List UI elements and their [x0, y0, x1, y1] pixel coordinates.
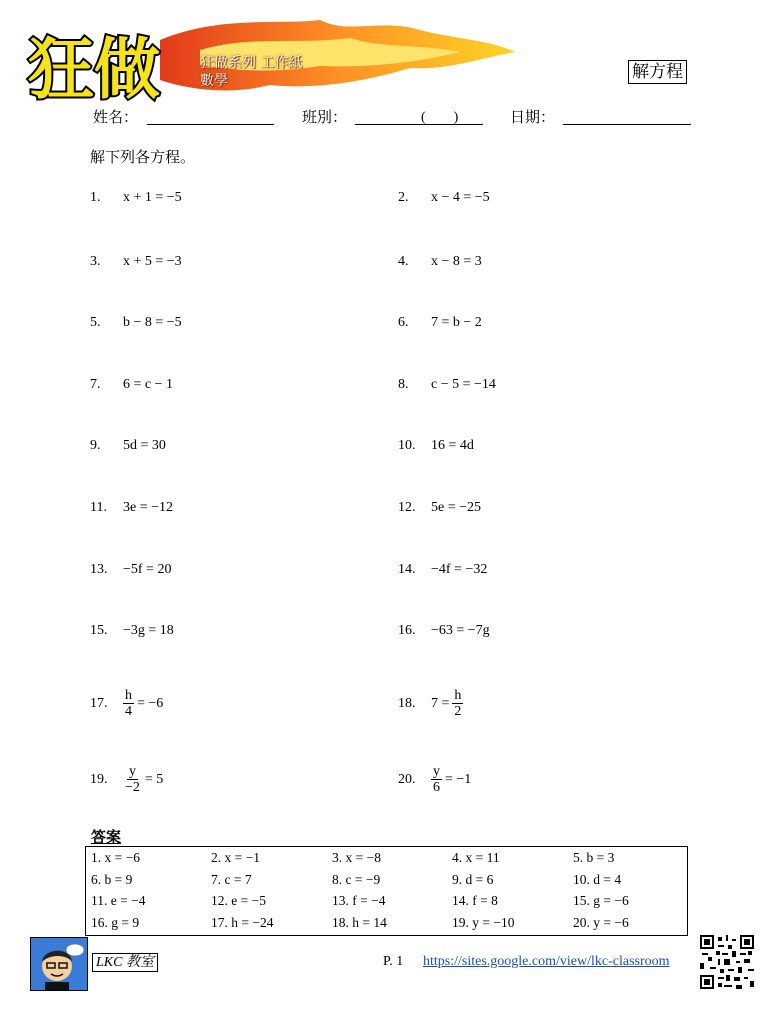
answer-8: 8. c = −9: [332, 872, 381, 887]
answer-19: 19. y = −10: [452, 915, 515, 930]
class-field-line[interactable]: [355, 124, 483, 125]
answer-7: 7. c = 7: [211, 872, 252, 887]
answer-9: 9. d = 6: [452, 872, 494, 887]
name-field-line[interactable]: [147, 124, 274, 125]
question-19: 19. $\frac{y}{-2}$ = 5: [90, 764, 164, 795]
question-5: 5. b − 8 = −5: [90, 315, 182, 330]
answer-4: 4. x = 11: [452, 850, 500, 865]
question-11: 11. 3e = −12: [90, 500, 174, 515]
qr-code-icon: [700, 935, 754, 989]
question-10: 10. 16 = 4d: [398, 438, 474, 453]
answer-15: 15. g = −6: [573, 893, 629, 908]
question-12: 12. 5e = −25: [398, 500, 482, 515]
lkc-label: LKC 教室: [92, 953, 158, 972]
cartoon-face-icon: [31, 938, 87, 990]
date-label: 日期：: [510, 108, 556, 126]
class-label: 班別：: [302, 108, 348, 126]
answer-20: 20. y = −6: [573, 915, 629, 930]
question-3: 3. x + 5 = −3: [90, 254, 182, 269]
page-number: P. 1: [383, 954, 404, 969]
answer-14: 14. f = 8: [452, 893, 498, 908]
fraction: $\frac{y}{6}$: [433, 764, 440, 795]
question-1: 1. x + 1 = −5: [90, 190, 182, 205]
subject-title: 數學: [200, 73, 228, 89]
answer-13: 13. f = −4: [332, 893, 386, 908]
answer-18: 18. h = 14: [332, 915, 387, 930]
answer-6: 6. b = 9: [91, 872, 133, 887]
answer-16: 16. g = 9: [91, 915, 140, 930]
question-7: 7. 6 = c − 1: [90, 377, 174, 392]
answer-2: 2. x = −1: [211, 850, 260, 865]
question-15: 15. −3g = 18: [90, 623, 174, 638]
classroom-link[interactable]: https://sites.google.com/view/lkc-classroom: [423, 954, 670, 969]
question-18: 18. 7 = $\frac{h}{2}$: [398, 688, 462, 719]
class-number-paren: ( ): [421, 110, 459, 125]
question-14: 14. −4f = −32: [398, 562, 488, 577]
topic-label: 解方程: [628, 60, 687, 84]
question-13: 13. −5f = 20: [90, 562, 172, 577]
answer-11: 11. e = −4: [91, 893, 146, 908]
question-16: 16. −63 = −7g: [398, 623, 490, 638]
answers-title: 答案: [91, 828, 122, 846]
answer-17: 17. h = −24: [211, 915, 274, 930]
answer-10: 10. d = 4: [573, 872, 622, 887]
series-title: 狂做系列 工作紙: [200, 55, 303, 71]
date-field-line[interactable]: [563, 124, 691, 125]
name-label: 姓名：: [93, 108, 139, 126]
fraction: $\frac{y}{-2}$: [125, 764, 140, 795]
question-2: 2. x − 4 = −5: [398, 190, 490, 205]
question-6: 6. 7 = b − 2: [398, 315, 482, 330]
fraction: $\frac{h}{2}$: [454, 688, 462, 719]
avatar: [30, 937, 88, 991]
logo-text: 狂做: [28, 31, 160, 108]
question-20: 20. $\frac{y}{6}$ = −1: [398, 764, 472, 795]
instruction: 解下列各方程。: [90, 148, 196, 166]
question-4: 4. x − 8 = 3: [398, 254, 482, 269]
fraction: $\frac{h}{4}$: [125, 688, 132, 719]
answer-5: 5. b = 3: [573, 850, 615, 865]
answer-1: 1. x = −6: [91, 850, 140, 865]
answer-3: 3. x = −8: [332, 850, 381, 865]
answer-12: 12. e = −5: [211, 893, 266, 908]
question-17: 17. $\frac{h}{4}$ = −6: [90, 688, 164, 719]
question-9: 9. 5d = 30: [90, 438, 166, 453]
question-8: 8. c − 5 = −14: [398, 377, 496, 392]
